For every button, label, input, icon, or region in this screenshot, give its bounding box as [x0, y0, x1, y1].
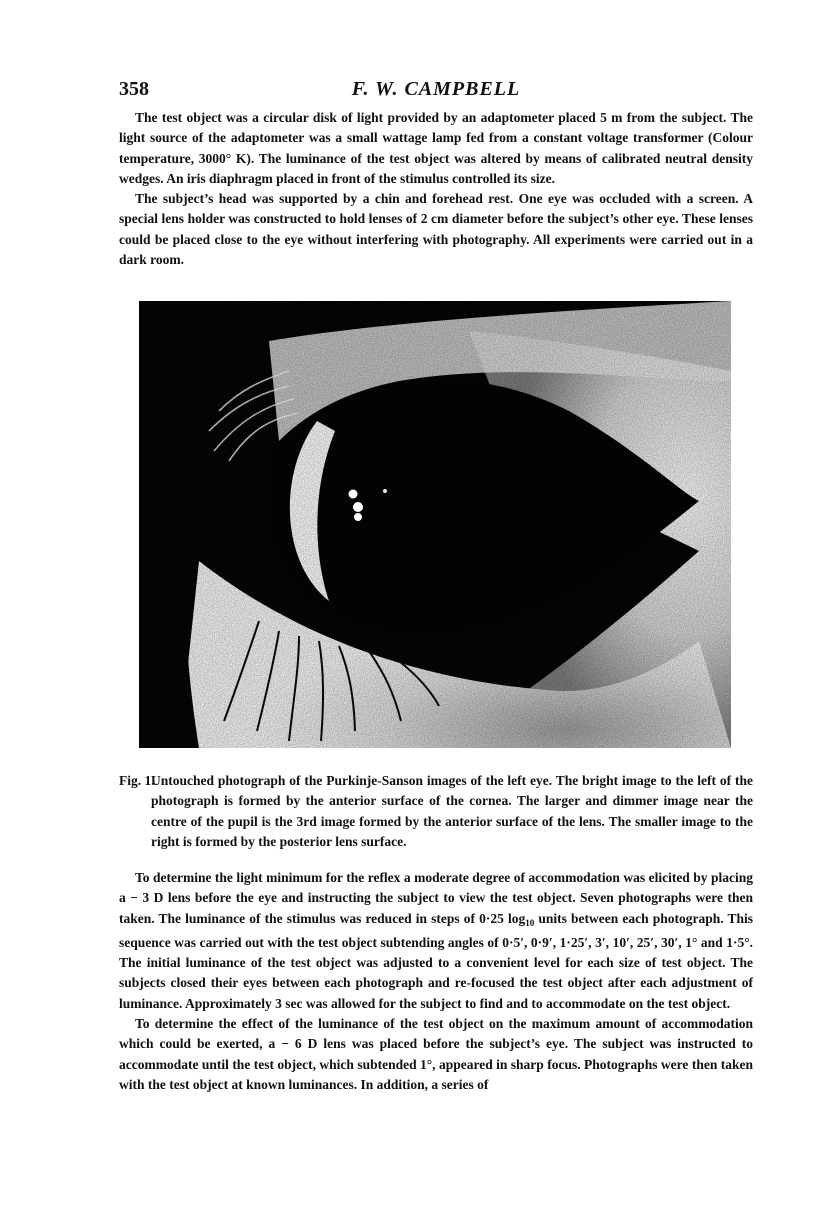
page-number: 358 — [119, 78, 149, 100]
paragraph-luminance-effect: To determine the effect of the luminance of the test object on the maximum amount of accommodation which could be exerted, a − 6 D lens was placed before the subject’s eye. The subject was instructed to accommodate until the test object, which subtended 1°, appeared in sharp focus. Photographs were then taken with the test object at known luminances. In addition, a series of — [119, 1016, 753, 1092]
methods-text-top — [119, 108, 753, 270]
methods-text-bottom — [119, 868, 753, 1095]
paragraph-light-minimum — [119, 868, 753, 1014]
running-head-author: F. W. CAMPBELL — [351, 78, 521, 100]
paragraph-light-minimum-part2: units between each photograph. This sequence was carried out with the test object subtending angles of 0·5′, 0·9′, 1·25′, 3′, 10′, 25′, 30′, 1° and 1·5°. The initial luminance of the test object was adjusted to a convenient level for each size of test object. The subjects closed their eyes between each photograph and re-focused the test object after each adjustment of luminance. Approximately 3 sec was allowed for the subject to find and to accommodate on the test object. — [119, 910, 753, 1011]
paragraph-test-object: The test object was a circular disk of light provided by an adaptometer placed 5 m from the subject. The light source of the adaptometer was a small wattage lamp fed from a constant voltage transformer (Colour temperature, 3000° K). The luminance of the test object was altered by means of calibrated neutral density wedges. An iris diaphragm placed in front of the stimulus controlled its size. — [119, 110, 753, 186]
paragraph-head-support: The subject’s head was supported by a chin and forehead rest. One eye was occluded with a screen. A special lens holder was constructed to hold lenses of 2 cm diameter before the subject’s other eye. These lenses could be placed close to the eye without interfering with photography. All experiments were carried out in a dark room. — [119, 191, 753, 268]
figure-caption-text: Untouched photograph of the Purkinje-Sanson images of the left eye. The bright image to the left of the photograph is formed by the anterior surface of the cornea. The larger and dimmer image near the centre of the pupil is the 3rd image formed by the anterior surface of the lens. The smaller image to the right is formed by the posterior lens surface. — [151, 773, 753, 849]
log-subscript: 10 — [525, 917, 535, 928]
figure-label: Fig. 1. — [119, 773, 155, 788]
figure-caption — [119, 771, 753, 852]
page-header — [119, 78, 753, 106]
corneal-reflex-image — [349, 490, 358, 499]
paragraph-light-minimum-part1: To determine the light minimum for the reflex a moderate degree of accommodation was elicited by placing a − 3 D lens before the eye and instructing the subject to view the test object. Seven photographs were then taken. The luminance of the stimulus was reduced in steps of 0·25 log — [119, 870, 753, 926]
figure-eye-photograph — [139, 301, 731, 748]
lens-anterior-reflex-image — [353, 502, 363, 512]
eye-photograph-image — [139, 301, 731, 748]
lens-posterior-reflex-image — [354, 513, 362, 521]
